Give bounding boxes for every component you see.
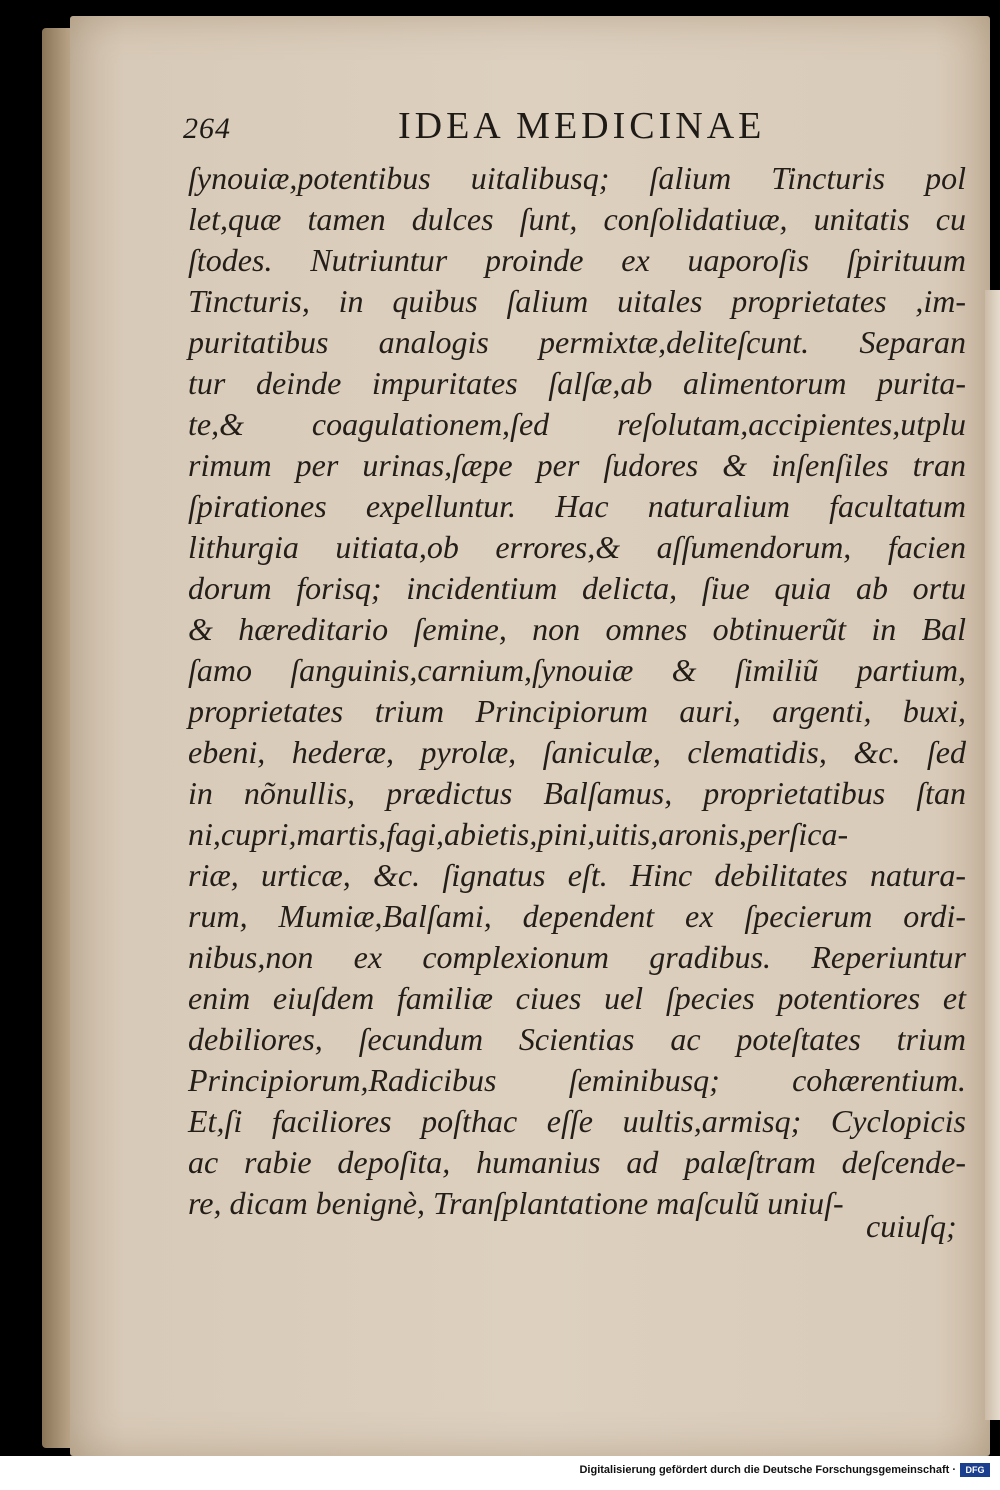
text-line: ſpirationes expelluntur. Hac naturalium facultatum xyxy=(188,488,966,524)
text-line: rimum per urinas,ſæpe per ſudores & inſenſiles tran xyxy=(188,447,966,483)
text-line: debiliores, ſecundum Scientias ac poteſtates trium xyxy=(188,1021,966,1057)
page-number: 264 xyxy=(183,112,231,145)
catchword: cuiuſq; xyxy=(866,1208,957,1244)
text-line: in nõnullis, prædictus Balſamus, proprietatibus ſtan xyxy=(188,775,966,811)
text-line: proprietates trium Principiorum auri, argenti, buxi, xyxy=(188,693,966,729)
footer-bar xyxy=(0,1456,1000,1490)
text-line: riæ, urticæ, &c. ſignatus eſt. Hinc debilitates natura- xyxy=(188,857,966,893)
text-line: Principiorum,Radicibus ſeminibusq; cohærentium. xyxy=(188,1062,966,1098)
body-text xyxy=(188,158,966,1224)
text-line: & hæreditario ſemine, non omnes obtinuerũt in Bal xyxy=(188,611,966,647)
dfg-logo: DFG xyxy=(960,1463,990,1477)
page-header xyxy=(183,104,783,152)
running-title: IDEA MEDICINAE xyxy=(398,105,766,147)
funding-credit: Digitalisierung gefördert durch die Deutsche Forschungsgemeinschaft · xyxy=(579,1464,956,1476)
text-line: tur deinde impuritates ſalſæ,ab alimentorum purita- xyxy=(188,365,966,401)
text-line: te,& coagulationem,ſed reſolutam,accipientes,utplu xyxy=(188,406,966,442)
text-line: ni,cupri,martis,fagi,abietis,pini,uitis,aronis,perſica- xyxy=(188,816,849,852)
text-line: ſynouiæ,potentibus uitalibusq; ſalium Tincturis pol xyxy=(188,160,966,196)
text-line: rum, Mumiæ,Balſami, dependent ex ſpecierum ordi- xyxy=(188,898,966,934)
text-line: ebeni, hederæ, pyrolæ, ſaniculæ, clematidis, &c. ſed xyxy=(188,734,966,770)
text-line: Tincturis, in quibus ſalium uitales proprietates ,im- xyxy=(188,283,966,319)
text-line: puritatibus analogis permixtæ,deliteſcunt. Separan xyxy=(188,324,966,360)
text-line: lithurgia uitiata,ob errores,& aſſumendorum, facien xyxy=(188,529,966,565)
text-line: Et,ſi faciliores poſthac eſſe uultis,armisq; Cyclopicis xyxy=(188,1103,966,1139)
right-page-edge xyxy=(985,290,1000,1420)
text-line: enim eiuſdem familiæ ciues uel ſpecies potentiores et xyxy=(188,980,966,1016)
text-line: ſamo ſanguinis,carnium,ſynouiæ & ſimiliũ partium, xyxy=(188,652,966,688)
text-line: ac rabie depoſita, humanius ad palæſtram deſcende- xyxy=(188,1144,966,1180)
text-line: dorum forisq; incidentium delicta, ſiue quia ab ortu xyxy=(188,570,966,606)
text-line: re, dicam benignè, Tranſplantatione maſculũ uniuſ- xyxy=(188,1185,844,1221)
text-line: nibus,non ex complexionum gradibus. Reperiuntur xyxy=(188,939,966,975)
text-line: let,quæ tamen dulces ſunt, conſolidatiuæ, unitatis cu xyxy=(188,201,966,237)
text-line: ſtodes. Nutriuntur proinde ex uaporoſis ſpirituum xyxy=(188,242,966,278)
